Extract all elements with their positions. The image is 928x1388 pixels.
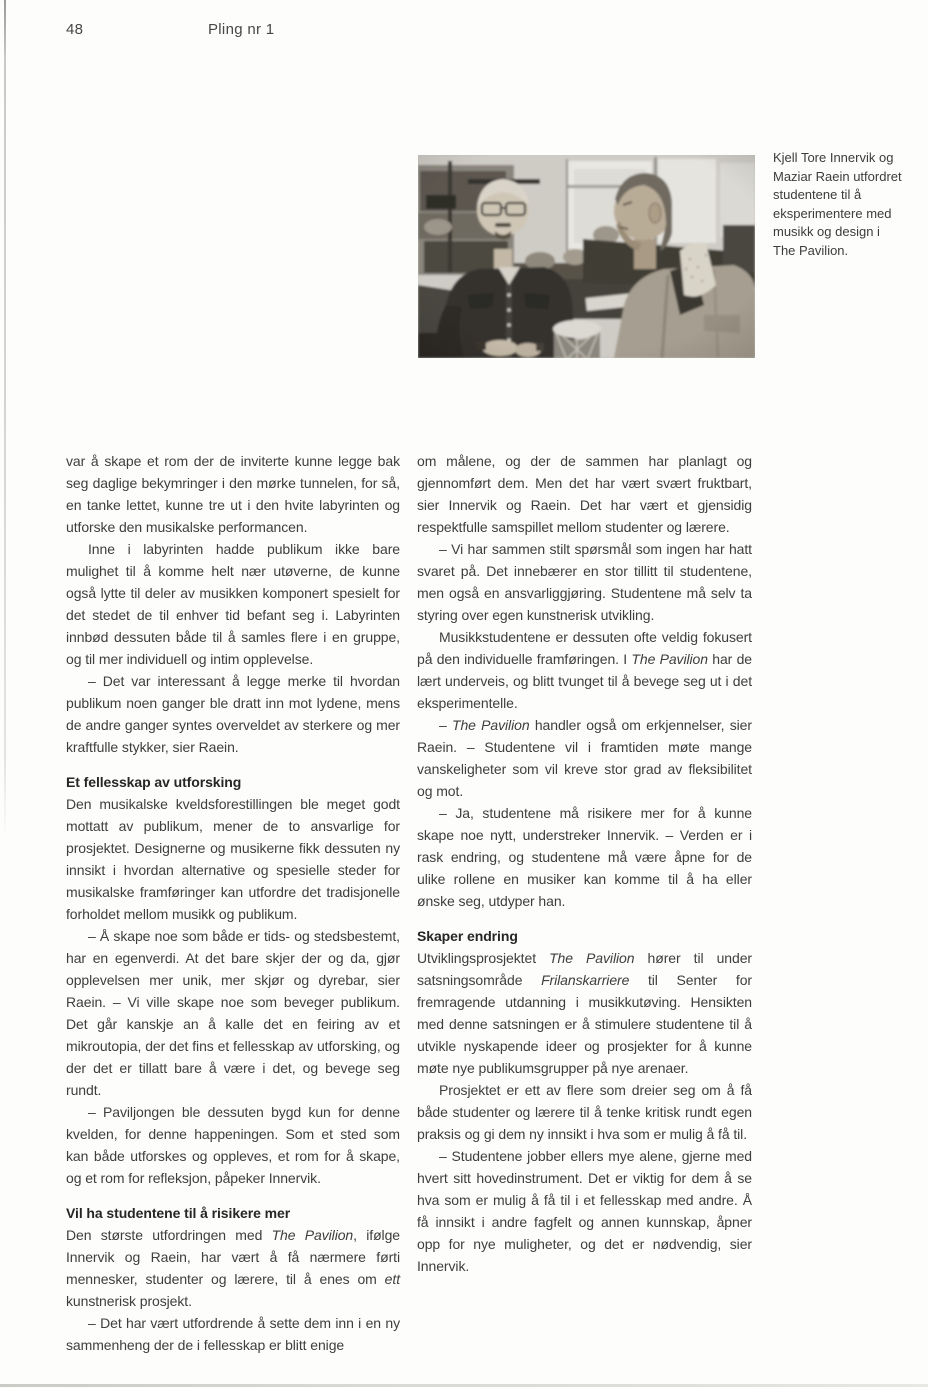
photo-caption <box>773 149 928 261</box>
body-paragraph: – The Pavilion handler også om erkjennelser, sier Raein. – Studentene vil i framtiden møte mange vanskeligheter som vil kreve stor grad av fleksibilitet og mot. <box>417 717 752 799</box>
body-paragraph: Musikkstudentene er dessuten ofte veldig fokusert på den individuelle framføringen. I The Pavilion har de lært underveis, og blitt tvunget til å bevege seg ut i det eksperimentelle. <box>417 629 752 711</box>
section-heading: Et fellesskap av utforsking <box>66 774 242 790</box>
body-paragraph: – Studentene jobber ellers mye alene, gjerne med hvert sitt hovedinstrument. Det er viktig for dem å se hva som er mulig å få til i et fellesskap med andre. Å få innsikt i andre fagfelt og annen kunnskap, åpner opp for nye muligheter, og det er nødvendig, sier Innervik. <box>417 1148 752 1274</box>
photo-caption-line: Maziar Raein utfordret <box>773 168 902 184</box>
photo-image <box>418 155 755 358</box>
column-left <box>66 450 400 1356</box>
body-paragraph: Utviklingsprosjektet The Pavilion hører til under satsningsområde Frilanskarriere til Senter for fremragende utdanning i musikkutøving. Hensikten med denne satsningen er å stimulere studentene til å utvikle nyskapende ideer og prosjekter for å kunne møte nye publikumsgrupper på nye arenaer. <box>417 950 752 1076</box>
article-photo <box>418 155 755 358</box>
body-paragraph: – Paviljongen ble dessuten bygd kun for denne kvelden, for denne happeningen. Som et sted som kan både utforskes og oppleves, et rom for å skape, og et rom for refleksjon, påpeker Innervik. <box>66 1104 400 1186</box>
body-paragraph: om målene, og der de sammen har planlagt og gjennomført dem. Men det har vært svært fruktbart, sier Innervik og Raein. Det har vært et gjensidig respektfulle samspillet mellom studenter og lærere. <box>417 453 752 535</box>
page-number: 48 <box>66 21 84 38</box>
body-paragraph: Den musikalske kveldsforestillingen ble meget godt mottatt av publikum, mener de to ansvarlige for prosjektet. Designerne og musikerne fikk dessuten ny innsikt i hvordan alternative og spesielle steder for musikalske framføringer kan utfordre det tradisjonelle forholdet mellom musikk og publikum. <box>66 796 400 922</box>
scan-edge-left <box>4 0 6 838</box>
body-paragraph: – Vi har sammen stilt spørsmål som ingen har hatt svaret på. Det innebærer en stor tillitt til studentene, men også en ansvarliggjøring. Studentene må selv ta styring over egen kunstnerisk utvikling. <box>417 541 752 623</box>
column-right <box>417 450 752 1277</box>
photo-caption-line: The Pavilion. <box>773 242 849 258</box>
section-heading: Skaper endring <box>417 928 518 944</box>
section-heading: Vil ha studentene til å risikere mer <box>66 1205 291 1221</box>
body-paragraph: – Å skape noe som både er tids- og stedsbestemt, har en egenverdi. At det bare skjer der og da, gjør opplevelsen mer unik, mer skjør og dyrebar, sier Raein. – Vi ville skape noe som beveger publikum. Det går kanskje an å kalle det en feiring av et mikroutopia, der det fins et fellesskap av utforsking, og der det er tillatt bare å være i det, og bevege seg rundt. <box>66 928 400 1098</box>
publication-title: Pling nr 1 <box>208 21 275 38</box>
body-paragraph: var å skape et rom der de inviterte kunne legge bak seg daglige bekymringer i den mørke tunnelen, for så, en tanke lettet, kunne tre ut i den hvite labyrinten og utforske den musikalske performancen. <box>66 453 400 535</box>
body-paragraph: – Ja, studentene må risikere mer for å kunne skape noe nytt, understreker Innervik. – Verden er i rask endring, og studentene må være åpne for de ulike rollene en musiker kan komme til å ha eller ønske seg, utdyper han. <box>417 805 752 909</box>
photo-caption-line: eksperimentere med <box>773 205 892 221</box>
photo-caption-line: Kjell Tore Innervik og <box>773 150 894 165</box>
body-paragraph: – Det var interessant å legge merke til hvordan publikum noen ganger ble dratt inn mot lydene, mens de andre ganger syntes overveldet av sterkere og mer kraftfulle stykker, sier Raein. <box>66 673 400 755</box>
body-paragraph: Prosjektet er ett av flere som dreier seg om å få både studenter og lærere til å tenke kritisk rundt egen praksis og gi dem ny innsikt i hva som er mulig å få til. <box>417 1082 752 1142</box>
body-paragraph: – Det har vært utfordrende å sette dem inn i en ny sammenheng der de i fellesskap er blitt enige <box>66 1315 400 1353</box>
photo-caption-line: studentene til å <box>773 187 862 203</box>
body-paragraph: Inne i labyrinten hadde publikum ikke bare mulighet til å komme helt nær utøverne, de kunne også lytte til deler av musikken komponert spesielt for det stedet de til enhver tid befant seg i. Labyrinten innbød dessuten både til å samles flere i en gruppe, og til mer individuell og intim opplevelse. <box>66 541 400 667</box>
photo-caption-line: musikk og design i <box>773 224 880 240</box>
body-paragraph: Den største utfordringen med The Pavilion, ifølge Innervik og Raein, har vært å få nærmere førti mennesker, studenter og lærere, til å enes om ett kunstnerisk prosjekt. <box>66 1227 400 1309</box>
scan-edge-bottom <box>0 1384 928 1387</box>
